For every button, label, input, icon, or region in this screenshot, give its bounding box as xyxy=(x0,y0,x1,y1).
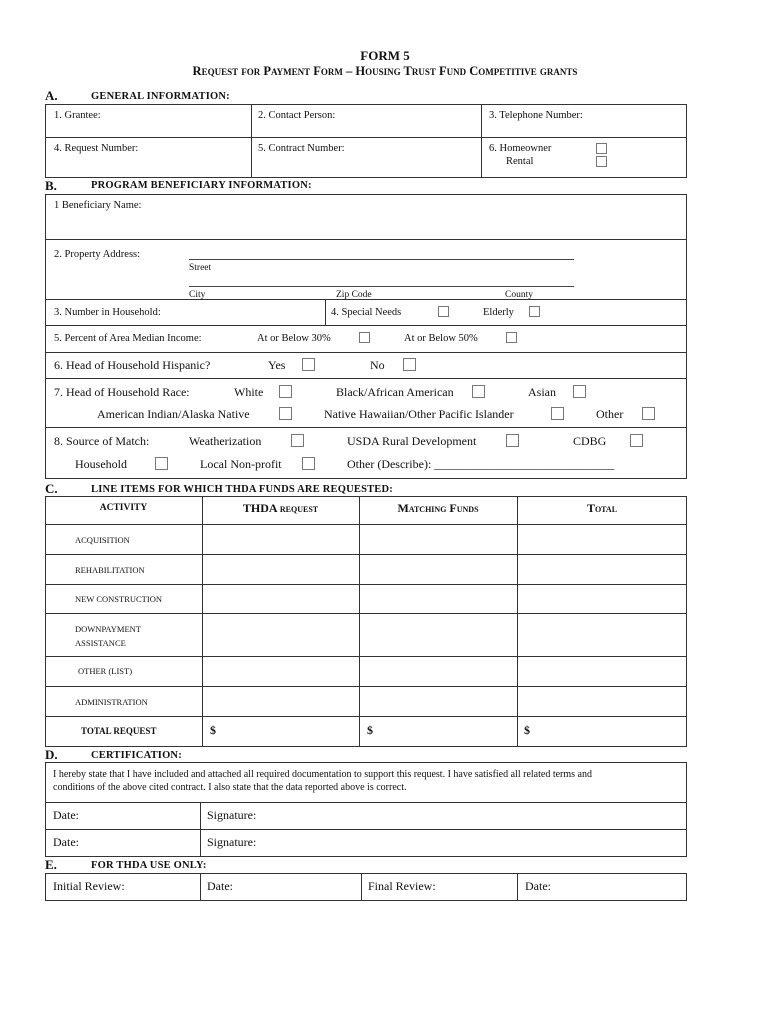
weatherization-checkbox[interactable] xyxy=(291,434,304,447)
yes-label: Yes xyxy=(268,358,286,372)
general-info-table xyxy=(45,104,687,178)
total-thda-dollar[interactable]: $ xyxy=(210,723,216,737)
cert-date-2[interactable]: Date: xyxy=(53,835,79,849)
initial-review-field[interactable]: Initial Review: xyxy=(53,879,125,893)
street-label: Street xyxy=(189,263,212,273)
cert-signature-1[interactable]: Signature: xyxy=(207,808,257,822)
beneficiary-name-field[interactable]: 1 Beneficiary Name: xyxy=(54,200,142,211)
row-assistance: ASSISTANCE xyxy=(75,638,126,648)
usda-label: USDA Rural Development xyxy=(347,434,477,448)
other-race-checkbox[interactable] xyxy=(642,407,655,420)
certification-statement-2: conditions of the above cited contract. I also state that the data reported above is correct. xyxy=(53,782,407,793)
homeowner-checkbox[interactable] xyxy=(596,143,607,154)
row-total-request: TOTAL REQUEST xyxy=(81,726,157,736)
black-label: Black/African American xyxy=(336,385,454,399)
white-label: White xyxy=(234,385,264,399)
certification-statement: I hereby state that I have included and attached all required documentation to support this request. I have satisfied all related terms and xyxy=(53,769,592,780)
contract-number-field[interactable]: 5. Contract Number: xyxy=(258,143,345,154)
ami-50-label: At or Below 50% xyxy=(404,333,478,344)
no-label: No xyxy=(370,358,385,372)
nonprofit-checkbox[interactable] xyxy=(302,457,315,470)
cdbg-label: CDBG xyxy=(573,434,607,448)
section-e-letter: E. xyxy=(45,857,57,872)
special-needs-label: 4. Special Needs xyxy=(331,307,402,318)
other-race-label: Other xyxy=(596,407,624,421)
row-administration: ADMINISTRATION xyxy=(75,697,148,707)
zip-label: Zip Code xyxy=(336,290,372,300)
row-new-construction: NEW CONSTRUCTION xyxy=(75,594,162,604)
street-line[interactable] xyxy=(189,259,574,260)
section-e-title: FOR THDA USE ONLY: xyxy=(91,860,207,871)
total-total-dollar[interactable]: $ xyxy=(524,723,530,737)
section-a-title: GENERAL INFORMATION: xyxy=(91,91,230,102)
city-zip-county-line[interactable] xyxy=(189,286,574,287)
elderly-checkbox[interactable] xyxy=(529,306,540,317)
header-total: Total xyxy=(586,501,618,515)
hispanic-no-checkbox[interactable] xyxy=(403,358,416,371)
usda-checkbox[interactable] xyxy=(506,434,519,447)
homeowner-label: 6. Homeowner xyxy=(489,143,552,154)
section-c-title: LINE ITEMS FOR WHICH THDA FUNDS ARE REQUESTED: xyxy=(91,484,393,495)
household-match-label: Household xyxy=(75,457,127,471)
nonprofit-label: Local Non-profit xyxy=(200,457,282,471)
grantee-field[interactable]: 1. Grantee: xyxy=(54,110,101,121)
elderly-label: Elderly xyxy=(483,307,514,318)
black-checkbox[interactable] xyxy=(472,385,485,398)
white-checkbox[interactable] xyxy=(279,385,292,398)
row-other-list: OTHER (LIST) xyxy=(78,666,133,676)
thda-use-table xyxy=(45,873,687,901)
asian-checkbox[interactable] xyxy=(573,385,586,398)
section-d-title: CERTIFICATION: xyxy=(91,750,182,761)
source-of-match-label: 8. Source of Match: xyxy=(54,434,150,448)
row-acquisition: ACQUISITION xyxy=(75,535,130,545)
line-items-table xyxy=(45,496,687,747)
request-number-field[interactable]: 4. Request Number: xyxy=(54,143,139,154)
race-label: 7. Head of Household Race: xyxy=(54,385,190,399)
total-matching-dollar[interactable]: $ xyxy=(367,723,373,737)
header-matching-funds: Matching Funds xyxy=(397,501,479,515)
cdbg-checkbox[interactable] xyxy=(630,434,643,447)
ami-30-checkbox[interactable] xyxy=(359,332,370,343)
hispanic-label: 6. Head of Household Hispanic? xyxy=(54,358,211,372)
ami-50-checkbox[interactable] xyxy=(506,332,517,343)
cert-date-1[interactable]: Date: xyxy=(53,808,79,822)
household-number-field[interactable]: 3. Number in Household: xyxy=(54,307,161,318)
city-label: City xyxy=(189,290,206,300)
form-subtitle: Request for Payment Form – Housing Trust Fund Competitive grants xyxy=(192,64,578,78)
section-c-letter: C. xyxy=(45,481,58,496)
other-describe-field[interactable]: Other (Describe): ______________________________ xyxy=(347,457,615,471)
section-d-letter: D. xyxy=(45,747,58,762)
special-needs-checkbox[interactable] xyxy=(438,306,449,317)
american-indian-checkbox[interactable] xyxy=(279,407,292,420)
ami-label: 5. Percent of Area Median Income: xyxy=(54,333,202,344)
county-label: County xyxy=(505,290,533,300)
hawaiian-label: Native Hawaiian/Other Pacific Islander xyxy=(324,407,514,421)
hawaiian-checkbox[interactable] xyxy=(551,407,564,420)
rental-label: Rental xyxy=(506,156,534,167)
american-indian-label: American Indian/Alaska Native xyxy=(97,407,250,421)
final-review-date[interactable]: Date: xyxy=(525,879,551,893)
row-downpayment: DOWNPAYMENT xyxy=(75,624,141,634)
weatherization-label: Weatherization xyxy=(189,434,262,448)
form-title: FORM 5 xyxy=(360,48,410,63)
asian-label: Asian xyxy=(528,385,556,399)
initial-review-date[interactable]: Date: xyxy=(207,879,233,893)
household-match-checkbox[interactable] xyxy=(155,457,168,470)
header-activity: ACTIVITY xyxy=(99,503,148,513)
header-thda-request: THDA request xyxy=(242,501,319,515)
section-b-letter: B. xyxy=(45,178,57,193)
telephone-field[interactable]: 3. Telephone Number: xyxy=(489,110,583,121)
property-address-label: 2. Property Address: xyxy=(54,249,141,260)
section-b-title: PROGRAM BENEFICIARY INFORMATION: xyxy=(91,180,312,191)
cert-signature-2[interactable]: Signature: xyxy=(207,835,257,849)
row-rehabilitation: REHABILITATION xyxy=(75,565,145,575)
final-review-field[interactable]: Final Review: xyxy=(368,879,436,893)
rental-checkbox[interactable] xyxy=(596,156,607,167)
section-a-letter: A. xyxy=(45,88,58,103)
contact-person-field[interactable]: 2. Contact Person: xyxy=(258,110,336,121)
ami-30-label: At or Below 30% xyxy=(257,333,331,344)
hispanic-yes-checkbox[interactable] xyxy=(302,358,315,371)
